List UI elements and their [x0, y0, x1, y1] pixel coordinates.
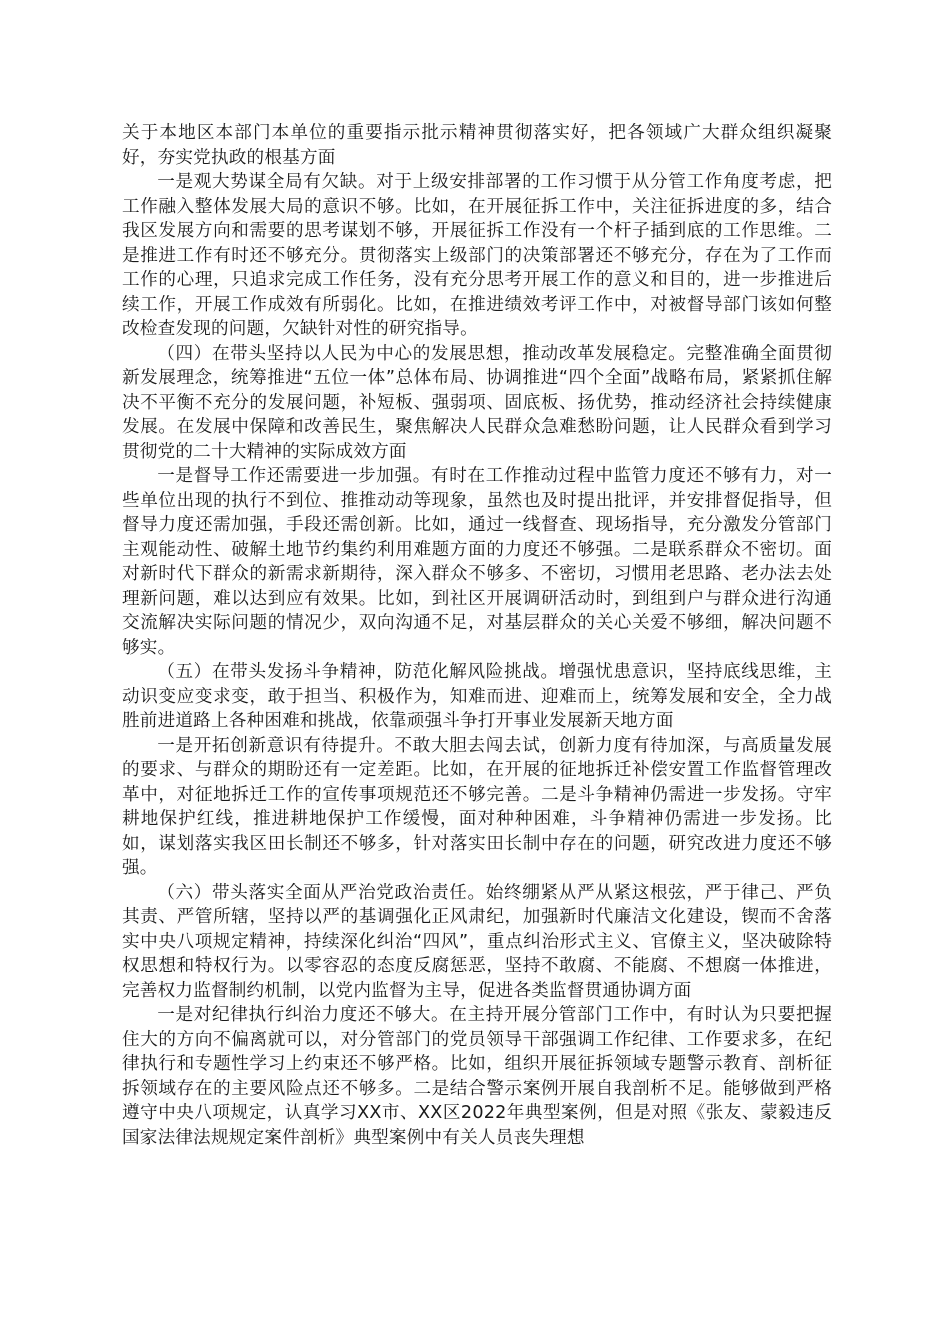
- paragraph-supervision-work: 一是督导工作还需要进一步加强。有时在工作推动过程中监管力度还不够有力，对一些单位出现的执行不到位、推推动动等现象，虽然也及时提出批评，并安排督促指导，但督导力度还需加强，手段还需创新。比如，通过一线督查、现场指导，充分激发分管部门主观能动性、破解土地节约集约利用难题方面的力度还不够强。二是联系群众不密切。面对新时代下群众的新需求新期待，深入群众不够多、不密切，习惯用老思路、老办法去处理新问题，难以达到应有效果。比如，到社区开展调研活动时，到组到户与群众进行沟通交流解决实际问题的情况少，双向沟通不足，对基层群众的关心关爱不够细，解决问题不够实。: [122, 466, 832, 658]
- paragraph-innovation-awareness: 一是开拓创新意识有待提升。不敢大胆去闯去试，创新力度有待加深，与高质量发展的要求、与群众的期盼还有一定差距。比如，在开展的征地拆迁补偿安置工作监督管理改革中，对征地拆迁工作的宣传事项规范还不够完善。二是斗争精神仍需进一步发扬。守牢耕地保护红线，推进耕地保护工作缓慢，面对种种困难，斗争精神仍需进一步发扬。比如，谋划落实我区田长制还不够多，针对落实田长制中存在的问题，研究改进力度还不够强。: [122, 735, 832, 878]
- paragraph-section-five-heading: （五）在带头发扬斗争精神，防范化解风险挑战。增强忧患意识，坚持底线思维，主动识变应变求变，敢于担当、积极作为，知难而进、迎难而上，统筹发展和安全，全力战胜前进道路上各种困难和挑战，依靠顽强斗争打开事业发展新天地方面: [122, 662, 832, 731]
- paragraph-discipline-enforcement: 一是对纪律执行纠治力度还不够大。在主持开展分管部门工作中，有时认为只要把握住大的方向不偏离就可以，对分管部门的党员领导干部强调工作纪律、工作要求多，在纪律执行和专题性学习上约束还不够严格。比如，组织开展征拆领域专题警示教育、剖析征拆领域存在的主要风险点还不够多。二是结合警示案例开展自我剖析不足。能够做到严格遵守中央八项规定，认真学习XX市、XX区2022年典型案例，但是对照《张友、蒙毅违反国家法律法规规定案件剖析》典型案例中有关人员丧失理想: [122, 1005, 832, 1148]
- document-page: [122, 121, 832, 1150]
- paragraph-overall-situation: 一是观大势谋全局有欠缺。对于上级安排部署的工作习惯于从分管工作角度考虑，把工作融入整体发展大局的意识不够。比如，在开展征拆工作中，关注征拆进度的多，结合我区发展方向和需要的思考谋划不够，开展征拆工作没有一个杆子插到底的工作思维。二是推进工作有时还不够充分。贯彻落实上级部门的决策部署还不够充分，存在为了工作而工作的心理，只追求完成工作任务，没有充分思考开展工作的意义和目的，进一步推进后续工作，开展工作成效有所弱化。比如，在推进绩效考评工作中，对被督导部门该如何整改检查发现的问题，欠缺针对性的研究指导。: [122, 172, 832, 339]
- paragraph-section-four-heading: （四）在带头坚持以人民为中心的发展思想，推动改革发展稳定。完整准确全面贯彻新发展理念，统筹推进“五位一体”总体布局、协调推进“四个全面”战略布局，紧紧抓住解决不平衡不充分的发展问题，补短板、强弱项、固底板、扬优势，推动经济社会持续健康发展。在发展中保障和改善民生，聚焦解决人民群众急难愁盼问题，让人民群众看到学习贯彻党的二十大精神的实际成效方面: [122, 343, 832, 462]
- paragraph-intro-continuation: 关于本地区本部门本单位的重要指示批示精神贯彻落实好，把各领域广大群众组织凝聚好，夯实党执政的根基方面: [122, 123, 832, 168]
- paragraph-section-six-heading: （六）带头落实全面从严治党政治责任。始终绷紧从严从紧这根弦，严于律己、严负其责、严管所辖，坚持以严的基调强化正风肃纪，加强新时代廉洁文化建设，锲而不舍落实中央八项规定精神，持续深化纠治“四风”，重点纠治形式主义、官僚主义，坚决破除特权思想和特权行为。以零容忍的态度反腐惩恶，坚持不敢腐、不能腐、不想腐一体推进，完善权力监督制约机制，以党内监督为主导，促进各类监督贯通协调方面: [122, 882, 832, 1001]
